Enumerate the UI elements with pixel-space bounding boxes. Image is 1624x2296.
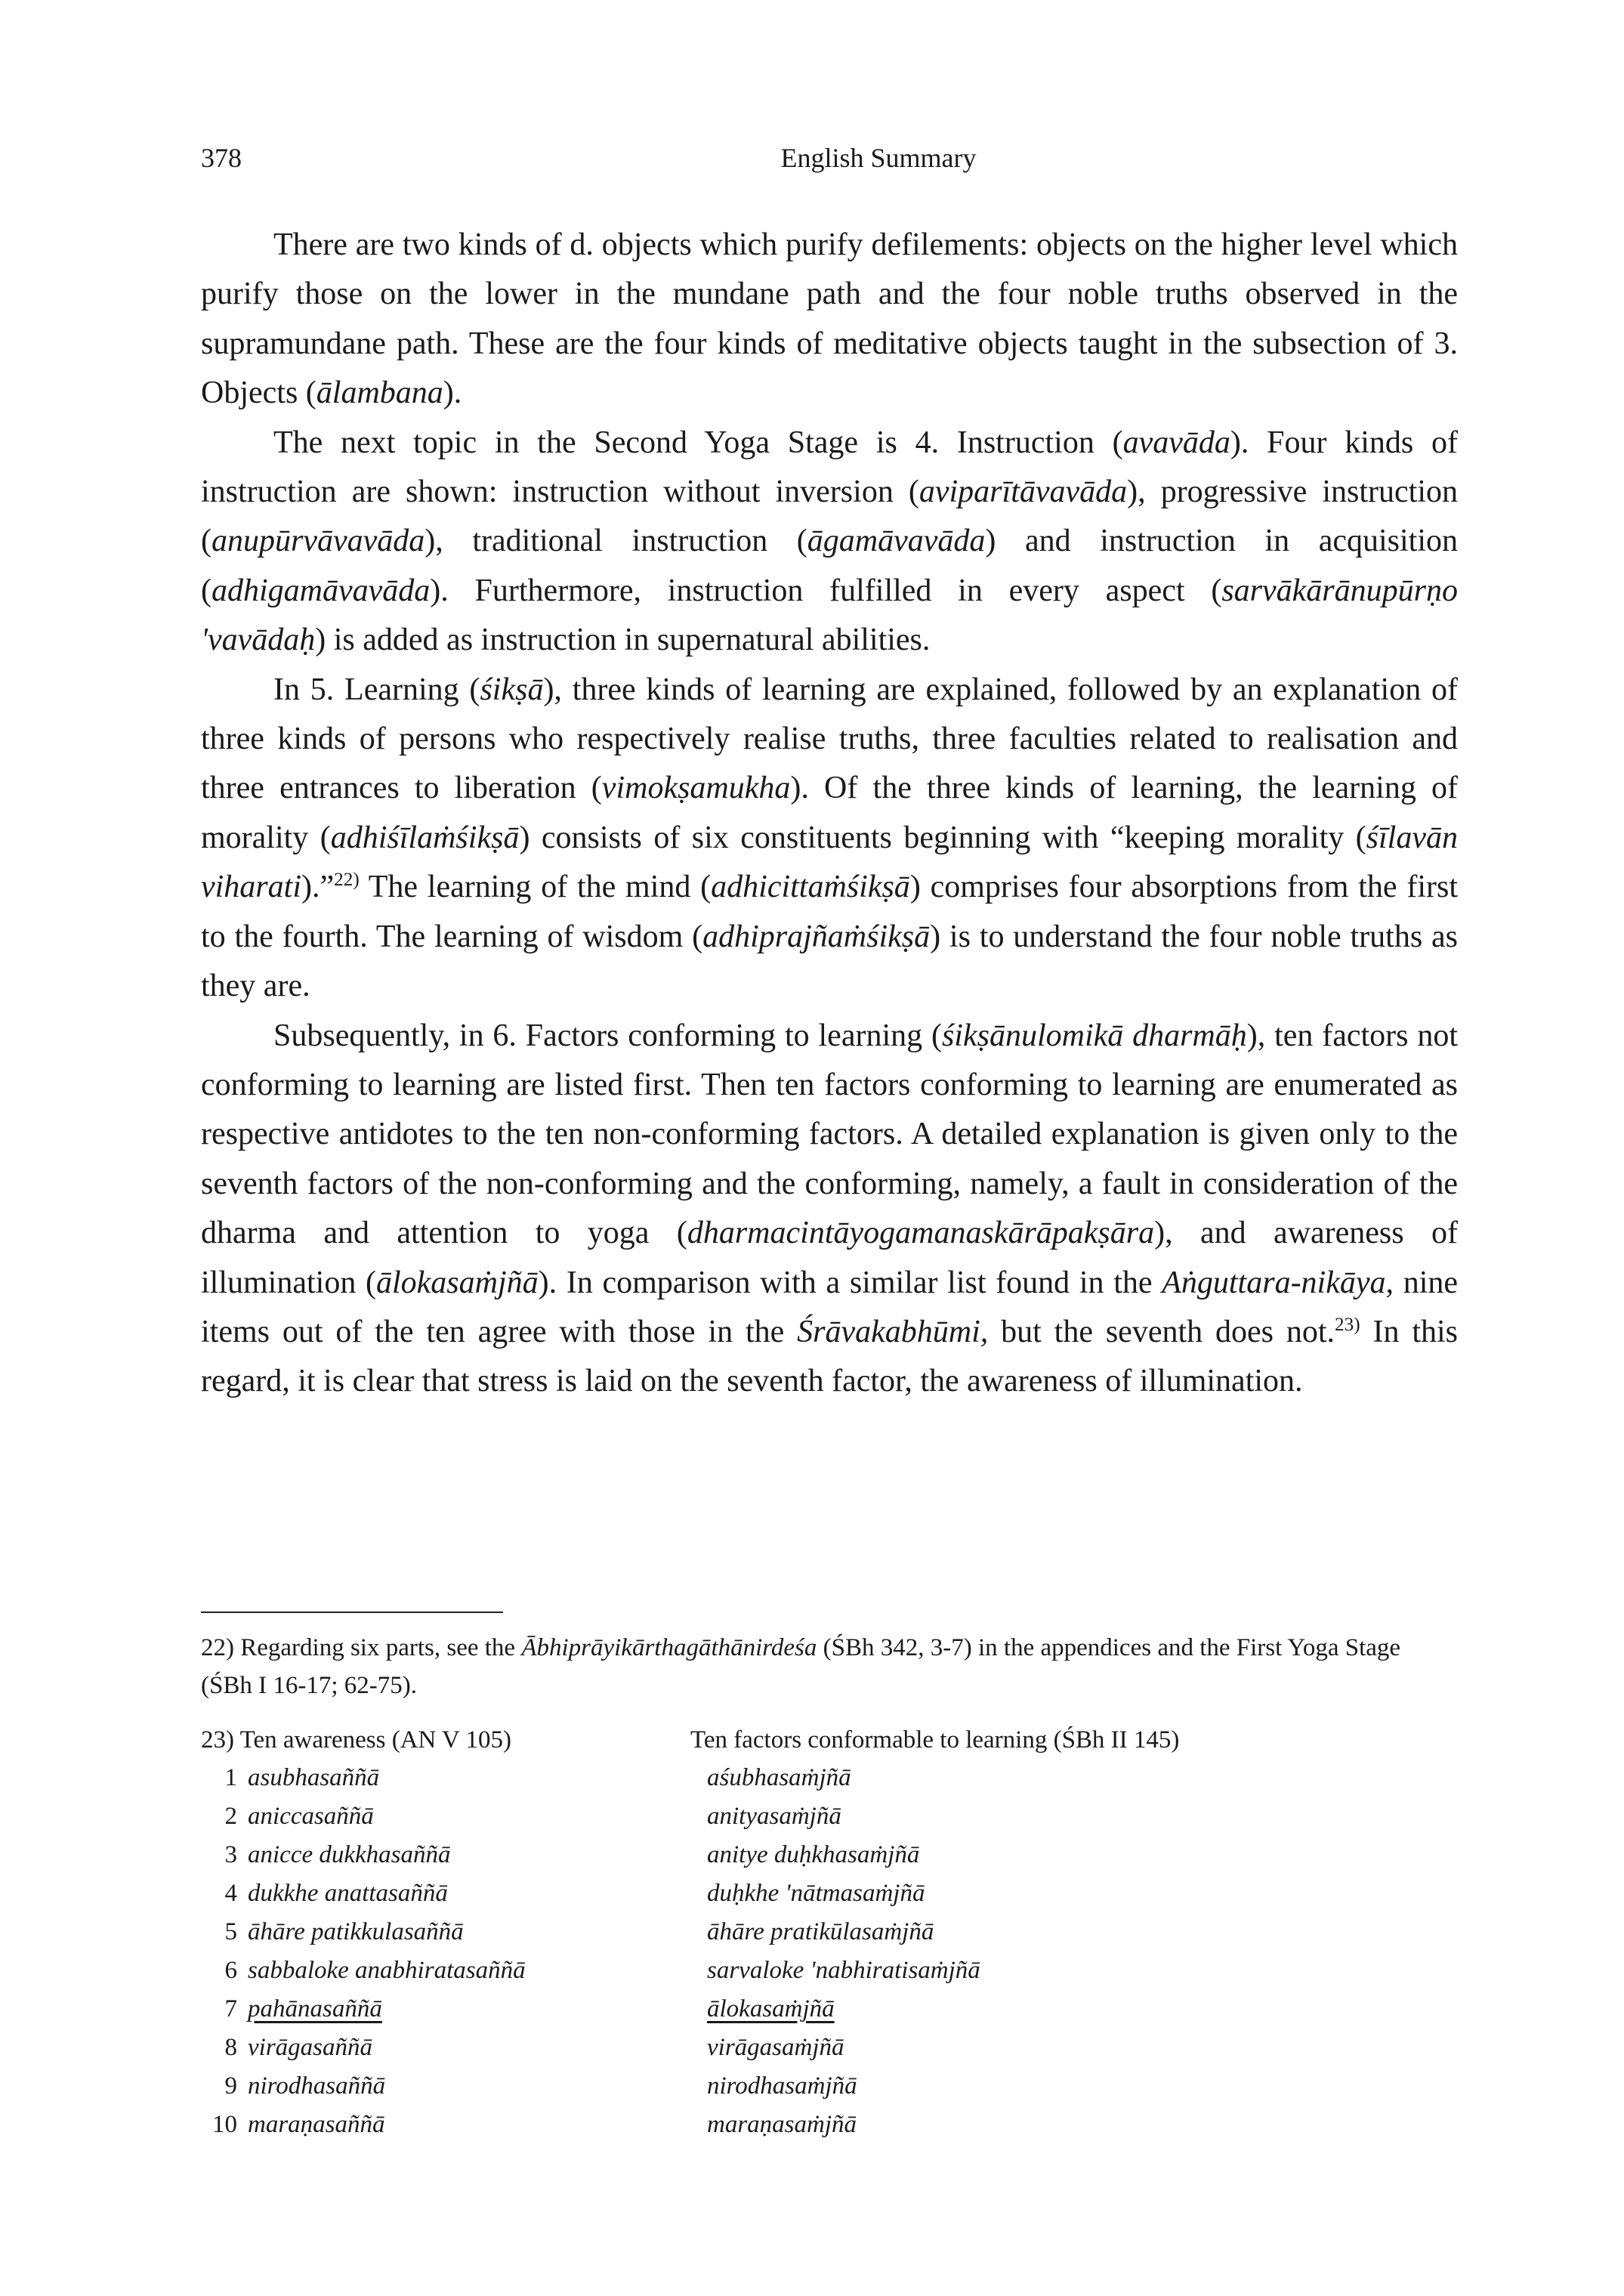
pali-term: sabbaloke anabhiratasaññā	[248, 1957, 526, 1984]
running-head: English Summary	[780, 143, 977, 173]
pali-term: maraṇasaññā	[248, 2111, 385, 2138]
italic-term: sarvākārānupūrṇo 'vavādaḥ	[201, 573, 1458, 658]
item-number: 6	[224, 1957, 237, 1984]
text-run: In this regard, it is clear that stress is laid on the seventh factor, the awareness of illumination.	[201, 1314, 1459, 1399]
right-column-heading: Ten factors conformable to learning (ŚBh II 145)	[690, 1726, 1180, 1754]
italic-term: śikṣānulomikā dharmāḥ	[941, 1018, 1247, 1053]
italic-term: adhicittaṁśikṣā	[711, 870, 910, 905]
body-text	[201, 221, 1458, 1407]
pali-term: āhāre patikkulasaññā	[248, 1918, 464, 1945]
item-number: 1	[224, 1764, 237, 1791]
paragraph	[201, 666, 1458, 1012]
text-run: ). Of the three kinds of learning, the learning of morality (	[201, 771, 1458, 855]
italic-term: aviparītāvavāda	[919, 474, 1128, 510]
list-item	[201, 1797, 1458, 1836]
sanskrit-term: virāgasaṁjñā	[707, 2034, 844, 2061]
list-item	[201, 1759, 1458, 1797]
item-number: 5	[224, 1918, 237, 1945]
page-header	[201, 142, 1450, 180]
italic-term: Śrāvakabhūmi,	[797, 1314, 989, 1349]
italic-term: adhiśīlaṁśikṣā	[330, 820, 520, 855]
italic-term: ālokasaṁjñā	[376, 1265, 539, 1300]
text-run: ), three kinds of learning are explained, followed by an explanation of three kinds of persons who respectively realise truths, three faculties related to realisation and three entrances to liberation (	[201, 672, 1459, 806]
item-number: 8	[224, 2034, 237, 2061]
italic-term: adhiprajñaṁśikṣā	[702, 919, 931, 954]
text-run: ) is added as instruction in supernatural abilities.	[315, 623, 931, 658]
list-item	[201, 1836, 1458, 1874]
paragraph	[201, 1012, 1458, 1407]
text-run: ), progressive instruction (	[201, 474, 1459, 559]
pali-term: nirodhasaññā	[248, 2072, 386, 2100]
comparison-list	[201, 1759, 1458, 2144]
italic-term: vimokṣamukha	[601, 771, 791, 806]
text-run: ) consists of six constituents beginning with “keeping morality (	[519, 820, 1366, 855]
text-run: but the seventh does not.	[988, 1314, 1335, 1349]
footnote-23	[201, 1721, 1458, 2144]
list-item	[201, 2029, 1458, 2067]
text-run: ), and awareness of illumination (	[201, 1216, 1459, 1300]
text-run: ). Four kinds of instruction are shown: instruction without inversion (	[201, 425, 1458, 510]
footnote-ref: 23)	[1335, 1314, 1360, 1335]
italic-term: dharmacintāyogamanaskārāpakṣāra	[687, 1216, 1155, 1251]
text-run: ) comprises four absorptions from the first to the fourth. The learning of wisdom (	[201, 870, 1458, 954]
list-item	[201, 1990, 1458, 2029]
text-run: (ŚBh 342, 3-7) in the appendices and the First Yoga Stage (ŚBh I 16-17; 62-75).	[201, 1634, 1401, 1699]
text-run: ). In comparison with a similar list found in the	[538, 1265, 1162, 1300]
text-run: ).”	[301, 870, 335, 905]
item-number: 4	[224, 1880, 237, 1907]
italic-term: avavāda	[1122, 425, 1230, 460]
sanskrit-term: sarvaloke 'nabhiratisaṁjñā	[707, 1957, 980, 1984]
pali-term: aniccasaññā	[248, 1803, 374, 1830]
list-item	[201, 1874, 1458, 1913]
pali-term: anicce dukkhasaññā	[248, 1841, 451, 1868]
pali-term: virāgasaññā	[248, 2034, 372, 2061]
item-number: 10	[212, 2111, 237, 2138]
text-run: ).	[443, 375, 462, 411]
item-number: 2	[224, 1803, 237, 1830]
text-run: ), traditional instruction (	[425, 524, 807, 559]
pali-term: asubhasaññā	[248, 1764, 380, 1791]
footnotes	[201, 1629, 1458, 2138]
pali-term: pahānasaññā	[248, 1995, 382, 2023]
footnote-22	[201, 1629, 1458, 1704]
text-run: There are two kinds of d. objects which purify defilements: objects on the higher level which purify those on the lower in the mundane path and the four noble truths observed in the supramundane path. These are the four kinds of meditative objects taught in the subsection of 3. Objects (	[201, 227, 1458, 411]
text-run: ). Furthermore, instruction fulfilled in every aspect (	[430, 573, 1222, 608]
footnote-23-headings	[201, 1721, 1458, 1759]
text-run: ), ten factors not conforming to learning are listed first. Then ten factors conforming to learning are enumerated as respective antidotes to the ten non-conforming factors. A detailed explanation is given only to the seventh factors of the non-conforming and the conforming, namely, a fault in consideration of the dharma and attention to yoga (	[201, 1018, 1458, 1251]
item-number: 7	[224, 1995, 237, 2023]
list-item	[201, 2106, 1458, 2144]
italic-term: śīlavān viharati	[201, 820, 1458, 905]
footnote-separator	[201, 1612, 503, 1613]
italic-term: Ābhiprāyikārthagāthānirdeśa	[521, 1634, 817, 1661]
sanskrit-term: aśubhasaṁjñā	[707, 1764, 851, 1791]
italic-term: Aṅguttara-nikāya,	[1162, 1265, 1394, 1300]
sanskrit-term: duḥkhe 'nātmasaṁjñā	[707, 1880, 925, 1907]
text-run: In 5. Learning (	[273, 672, 480, 707]
text-run: ) and instruction in acquisition (	[201, 524, 1458, 608]
text-run: Subsequently, in 6. Factors conforming to learning (	[273, 1018, 942, 1053]
sanskrit-term: maraṇasaṁjñā	[707, 2111, 857, 2138]
italic-term: adhigamāvavāda	[211, 573, 431, 608]
text-run: nine items out of the ten agree with those in the	[201, 1265, 1459, 1349]
pali-term: dukkhe anattasaññā	[248, 1880, 448, 1907]
list-item	[201, 1913, 1458, 1951]
footnote-ref: 22)	[334, 870, 360, 891]
italic-term: āgamāvavāda	[807, 524, 986, 559]
sanskrit-term: anitye duḥkhasaṁjñā	[707, 1841, 920, 1868]
text-run: 22) Regarding six parts, see the	[201, 1634, 522, 1661]
sanskrit-term: nirodhasaṁjñā	[707, 2072, 857, 2100]
text-run: ) is to understand the four noble truths as they are.	[201, 919, 1458, 1004]
list-item	[201, 2067, 1458, 2106]
sanskrit-term: ālokasaṁjñā	[707, 1995, 835, 2023]
page-number: 378	[201, 143, 242, 173]
text-run: The next topic in the Second Yoga Stage is 4. Instruction (	[273, 425, 1123, 460]
paragraph	[201, 221, 1458, 419]
sanskrit-term: āhāre pratikūlasaṁjñā	[707, 1918, 934, 1945]
sanskrit-term: anityasaṁjñā	[707, 1803, 841, 1830]
item-number: 3	[224, 1841, 237, 1868]
item-number: 9	[224, 2072, 237, 2100]
italic-term: śikṣā	[480, 672, 544, 707]
list-item	[201, 1951, 1458, 1990]
italic-term: anupūrvāvavāda	[211, 524, 425, 559]
italic-term: ālambana	[316, 375, 443, 411]
text-run: The learning of the mind (	[359, 870, 712, 905]
paragraph	[201, 419, 1458, 666]
left-column-heading: 23) Ten awareness (AN V 105)	[201, 1726, 512, 1754]
